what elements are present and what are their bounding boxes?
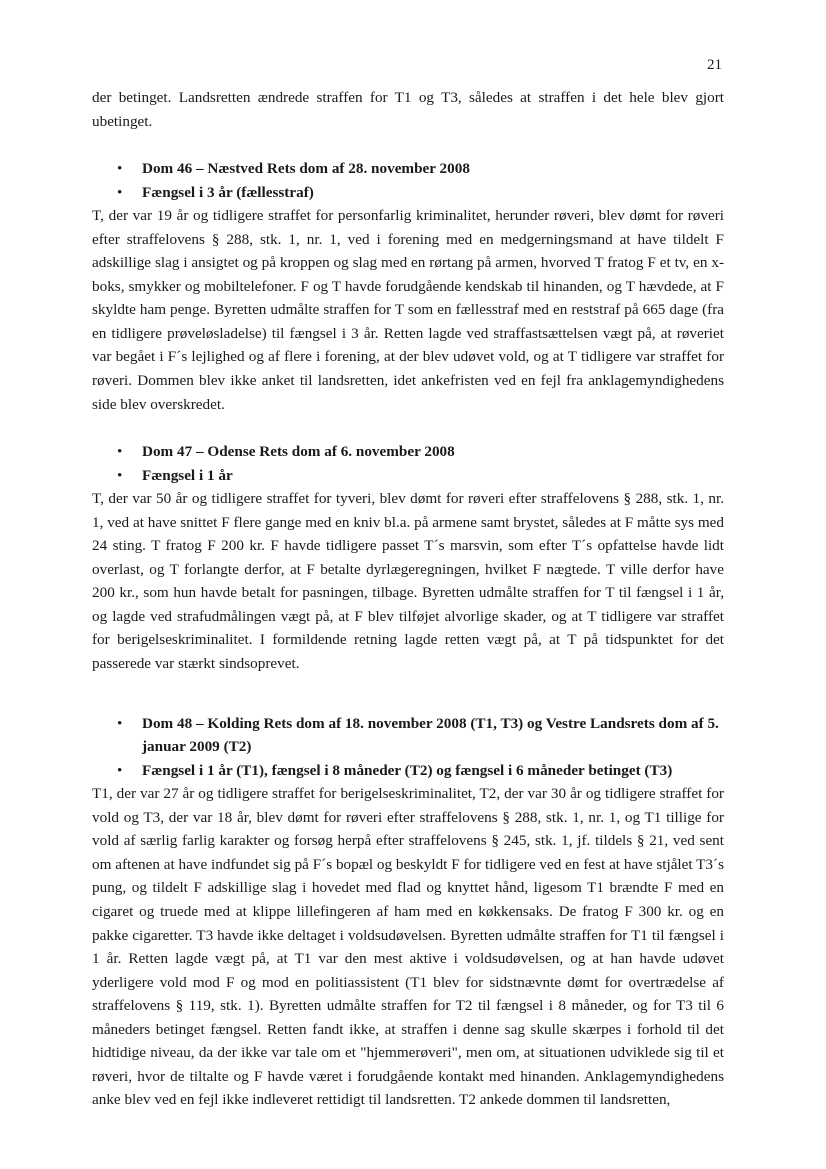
- bullet-icon: •: [117, 466, 123, 484]
- case-48-title-text: Dom 48 – Kolding Rets dom af 18. november 2008 (T1, T3) og Vestre Landsrets dom af 5. januar 2009 (T2): [142, 714, 719, 756]
- bullet-icon: •: [117, 160, 123, 178]
- case-47-headings: [92, 440, 724, 487]
- case-48-sentence: [92, 759, 724, 783]
- case-46-sentence-text: Fængsel i 3 år (fællesstraf): [142, 183, 314, 201]
- case-47-title-text: Dom 47 – Odense Rets dom af 6. november 2008: [142, 443, 455, 461]
- document-body: [92, 86, 724, 1112]
- case-48-headings: [92, 712, 724, 783]
- intro-paragraph: der betinget. Landsretten ændrede straffen for T1 og T3, således at straffen i det hele blev gjort ubetinget.: [92, 89, 724, 130]
- case-47-sentence: [92, 464, 724, 488]
- case-48: [92, 712, 724, 1112]
- case-47: [92, 440, 724, 675]
- case-46-body: T, der var 19 år og tidligere straffet for personfarlig kriminalitet, herunder røveri, blev dømt for røveri efter straffelovens § 288, stk. 1, nr. 1, ved i forening med en medgerningsmand at have tildelt F adskillige slag i ansigtet og på kroppen og slag med en rørtang på armen, hvorved T fratog F et tv, en x-boks, smykker og mobiltelefoner. F og T havde forudgående kendskab til hinanden, og T hævdede, at F skyldte ham penge. Byretten udmålte straffen for T som en fællesstraf med en reststraf på 665 dage (fra en tidligere prøveløsladelse) til fængsel i 3 år. Retten lagde ved straffastsættelsen vægt på, at røveriet var begået i F´s lejlighed og af flere i forening, at der blev udøvet vold, og at T tidligere var straffet for røveri. Dommen blev ikke anket til landsretten, idet ankefristen ved en fejl fra anklagemyndighedens side blev overskredet.: [92, 207, 724, 413]
- case-46: [92, 157, 724, 416]
- case-47-title: [92, 440, 724, 464]
- bullet-icon: •: [117, 714, 123, 732]
- case-48-body: T1, der var 27 år og tidligere straffet for berigelseskriminalitet, T2, der var 30 år og tidligere straffet for vold og T3, der var 18 år, blev dømt for røveri efter straffelovens § 288, stk. 1, nr. 1, og T1 tillige for vold af særlig farlig karakter og forsøg herpå efter straffelovens § 245, stk. 1, jf. tildels § 21, ved sent om aftenen at have indfundet sig på F´s bopæl og beskyldt F for tidligere ved en fest at have stjålet T3´s pung, og tildelt F adskillige slag i hovedet med flad og knyttet hånd, ligesom T1 brændte F med en cigaret og truede med at klippe lillefingeren af ham med en køkkensaks. De fratog F 300 kr. og en pakke cigaretter. T3 havde ikke deltaget i voldsudøvelsen. Byretten udmålte straffen for T1 til fængsel i 1 år. Retten lagde vægt på, at T1 var den mest aktive i voldsudøvelsen, og at han havde udøvet yderligere vold mod F og mod en politiassistent (T1 blev for sidstnævnte dømt for overtrædelse af straffelovens § 119, stk. 1). Byretten udmålte straffen for T2 til fængsel i 8 måneder, og for T3 til 6 måneders betinget fængsel. Retten fandt ikke, at straffen i denne sag skulle skærpes i forhold til det hidtidige niveau, da der ikke var tale om et "hjemmerøveri", men om, at situationen udviklede sig til et røveri, hvor de tiltalte og F havde været i forudgående kontakt med hinanden. Anklagemyndighedens anke blev ved en fejl ikke indleveret rettidigt til landsretten. T2 ankede dommen til landsretten,: [92, 785, 724, 1109]
- bullet-icon: •: [117, 443, 123, 461]
- case-46-title-text: Dom 46 – Næstved Rets dom af 28. november 2008: [142, 160, 470, 178]
- case-47-sentence-text: Fængsel i 1 år: [142, 466, 233, 484]
- page-number: 21: [707, 57, 722, 73]
- bullet-icon: •: [117, 183, 123, 201]
- case-48-sentence-text: Fængsel i 1 år (T1), fængsel i 8 måneder (T2) og fængsel i 6 måneder betinget (T3): [142, 761, 673, 779]
- case-48-title: [92, 712, 724, 759]
- case-46-title: [92, 157, 724, 181]
- case-46-sentence: [92, 181, 724, 205]
- case-47-body: T, der var 50 år og tidligere straffet for tyveri, blev dømt for røveri efter straffelovens § 288, stk. 1, nr. 1, ved at have snittet F flere gange med en kniv bl.a. på armene samt brystet, således at F måtte sys med 24 sting. T fratog F 200 kr. F havde tidligere passet T´s marsvin, som efter T´s opfattelse havde lidt overlast, og T forlangte derfor, at F betalte dyrlægeregningen, hvilket F nægtede. T ville derfor have 200 kr., som hun havde betalt for pasningen, tilbage. Byretten udmålte straffen for T til fængsel i 1 år, og lagde ved strafudmålingen vægt på, at F blev tilføjet alvorlige skader, og at T tidligere var straffet for berigelseskriminalitet. I formildende retning lagde retten vægt på, at T på tidspunktet for det passerede var stærkt sindsoprevet.: [92, 490, 724, 673]
- case-46-headings: [92, 157, 724, 204]
- bullet-icon: •: [117, 761, 123, 779]
